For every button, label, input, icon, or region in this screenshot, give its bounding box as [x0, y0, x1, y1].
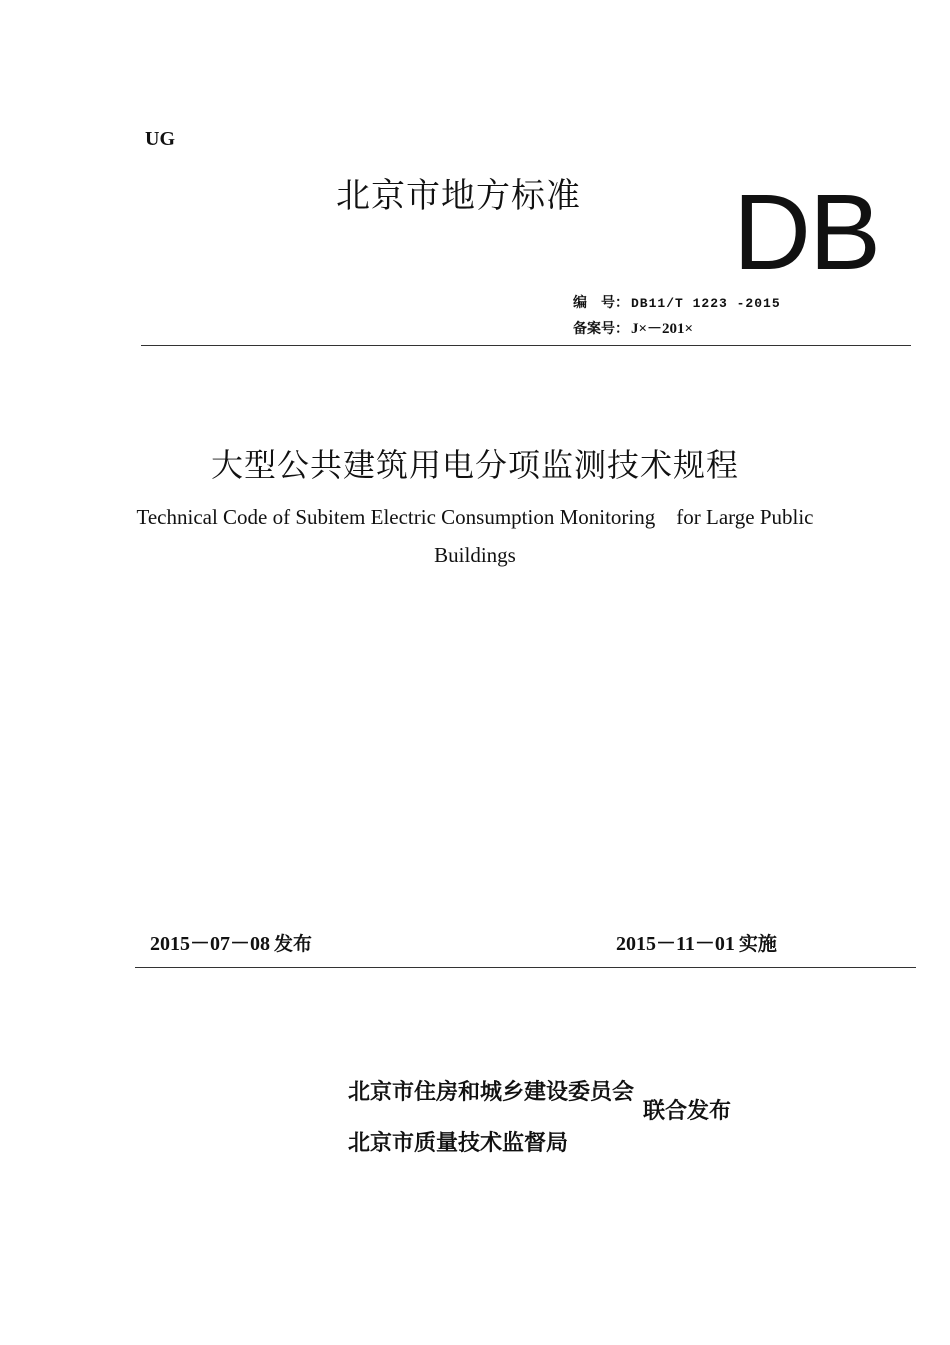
standard-code-label: 编 号： [573, 295, 629, 311]
joint-issue-label: 联合发布 [643, 1099, 732, 1124]
implementation-date-verb: 实施 [738, 933, 777, 955]
issue-date-value: 2015－07－08 [150, 933, 270, 955]
db-mark: DB [733, 171, 880, 292]
implementation-date-value: 2015－11－01 [616, 933, 735, 955]
issue-date-verb: 发布 [274, 933, 313, 955]
footer-divider [135, 967, 916, 968]
implementation-date [616, 927, 777, 956]
issuer-housing-commission: 北京市住房和城乡建设委员会 [348, 1080, 635, 1105]
title-english: Technical Code of Subitem Electric Consumption Monitoring for Large Public Buildings [136, 505, 814, 567]
filing-number [573, 317, 693, 338]
filing-number-value: J×－201× [631, 321, 694, 337]
issuer-quality-bureau: 北京市质量技术监督局 [348, 1131, 569, 1156]
standard-type: 北京市地方标准 [336, 176, 581, 216]
header-divider [141, 345, 911, 346]
standard-code-value: DB11/T 1223 -2015 [631, 296, 781, 311]
filing-number-label: 备案号： [573, 321, 629, 337]
title-chinese: 大型公共建筑用电分项监测技术规程 [210, 446, 739, 484]
standard-code [573, 292, 781, 312]
ics-code: UG [145, 128, 175, 150]
issue-date [150, 927, 312, 956]
